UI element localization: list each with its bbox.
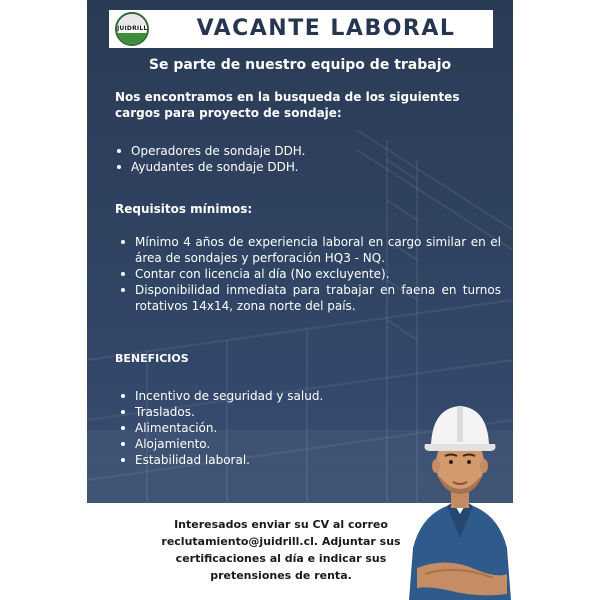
list-item: Mínimo 4 años de experiencia laboral en cargo similar en el área de sondajes y perforación HQ3 - NQ. bbox=[121, 234, 501, 266]
subtitle: Se parte de nuestro equipo de trabajo bbox=[148, 57, 452, 73]
list-item: Estabilidad laboral. bbox=[121, 452, 421, 468]
logo-text: JUIDRILL bbox=[117, 25, 148, 32]
job-poster bbox=[87, 0, 513, 600]
requisitos-heading: Requisitos mínimos: bbox=[115, 202, 253, 216]
beneficios-list bbox=[121, 388, 421, 468]
list-item: Contar con licencia al día (No excluyente). bbox=[121, 266, 501, 282]
requisitos-list bbox=[121, 234, 501, 314]
worker-hardhat-illustration bbox=[407, 398, 513, 600]
list-item: Ayudantes de sondaje DDH. bbox=[117, 159, 487, 175]
list-item: Incentivo de seguridad y salud. bbox=[121, 388, 421, 404]
page-title: VACANTE LABORAL bbox=[196, 16, 456, 41]
company-logo bbox=[115, 12, 149, 46]
contact-text: Interesados enviar su CV al correo reclutamiento@juidrill.cl. Adjuntar sus certificaciones al día e indicar sus pretensiones de renta. bbox=[161, 518, 401, 582]
list-item: Disponibilidad inmediata para trabajar en faena en turnos rotativos 14x14, zona norte del país. bbox=[121, 282, 501, 314]
cargos-list bbox=[117, 143, 487, 175]
list-item: Operadores de sondaje DDH. bbox=[117, 143, 487, 159]
list-item: Traslados. bbox=[121, 404, 421, 420]
list-item: Alojamiento. bbox=[121, 436, 421, 452]
title-bar bbox=[109, 10, 493, 48]
intro-text: Nos encontramos en la busqueda de los siguientes cargos para proyecto de sondaje: bbox=[115, 90, 460, 120]
beneficios-heading: BENEFICIOS bbox=[115, 352, 189, 365]
list-item: Alimentación. bbox=[121, 420, 421, 436]
